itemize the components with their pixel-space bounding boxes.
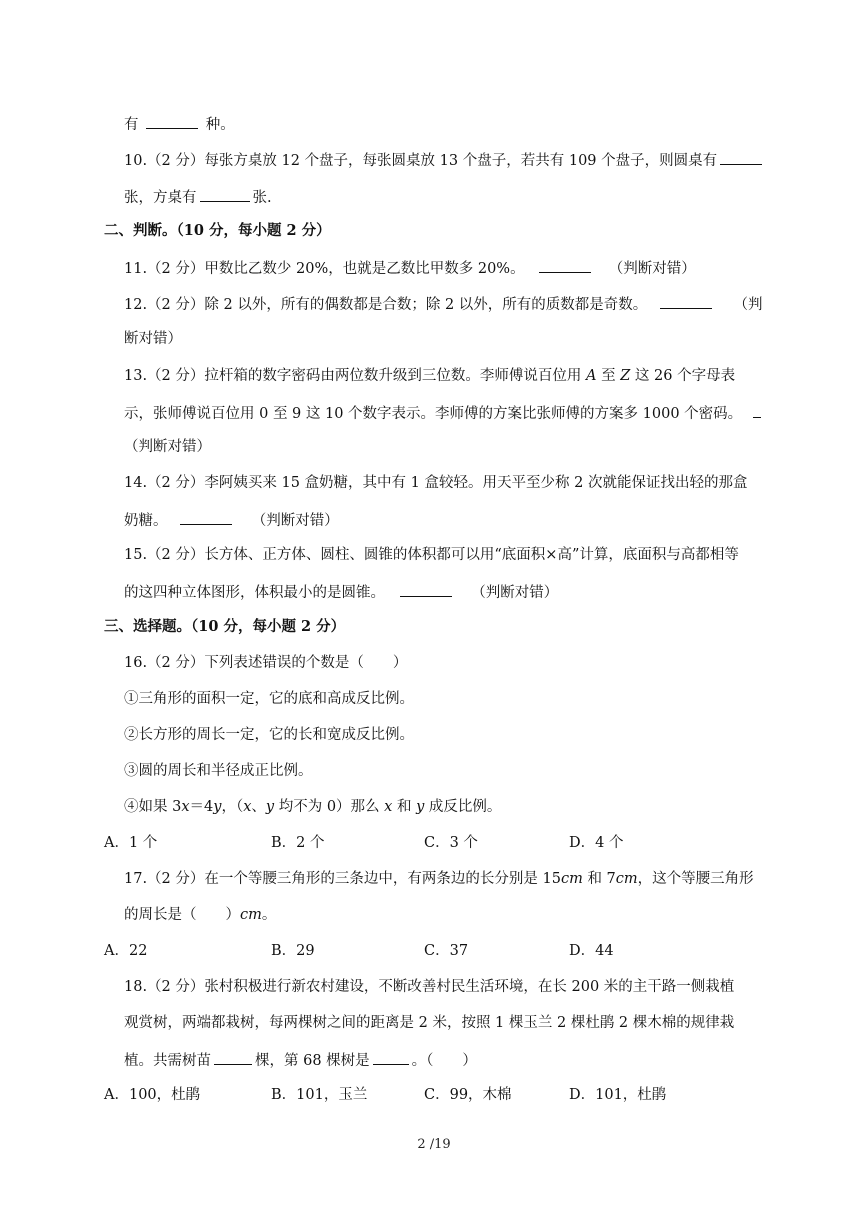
- q14-answer-blank[interactable]: [180, 509, 232, 525]
- q16-option-b[interactable]: B．2 个: [271, 835, 325, 851]
- q11-answer-blank[interactable]: [539, 257, 591, 273]
- page-separator: /: [429, 1137, 435, 1152]
- q10-line2: [124, 186, 272, 208]
- q15-line2-pre: 的这四种立体图形，体积最小的是圆锥。: [124, 585, 385, 601]
- q18-option-a[interactable]: A．100，杜鹃: [104, 1087, 201, 1103]
- q18-option-b[interactable]: B．101，玉兰: [271, 1087, 368, 1103]
- q17-option-d[interactable]: D．44: [569, 943, 614, 959]
- q13-line1: [124, 366, 735, 386]
- q11-text: 11.（2 分）甲数比乙数少 20%，也就是乙数比甲数多 20%。: [124, 261, 525, 277]
- q16-s4-b: ＝4: [189, 799, 214, 815]
- q17-unit-1: cm: [560, 871, 583, 887]
- q17-unit-2: cm: [615, 871, 638, 887]
- q18-text-c: 。（ ）: [411, 1053, 477, 1069]
- q9-answer-blank[interactable]: [146, 113, 198, 129]
- q18-option-c[interactable]: C．99，木棉: [424, 1087, 512, 1103]
- q16-option-a[interactable]: A．1 个: [104, 835, 158, 851]
- section-3-heading: 三、选择题。（10 分，每小题 2 分）: [104, 618, 346, 635]
- q18-line2: 观赏树，两端都栽树，每两棵树之间的距离是 2 米，按照 1 棵玉兰 2 棵杜鹃 2 棵木棉的规律栽: [124, 1015, 735, 1031]
- q12-text: 12.（2 分）除 2 以外，所有的偶数都是合数；除 2 以外，所有的质数都是奇数。: [124, 297, 648, 313]
- q16-stem: 16.（2 分）下列表述错误的个数是（ ）: [124, 655, 408, 671]
- q10-line2-post: 张.: [252, 190, 272, 206]
- q13-line3: （判断对错）: [124, 439, 211, 455]
- q10-square-table-blank[interactable]: [200, 186, 250, 202]
- q17-text-c: ，这个等腰三角形: [637, 871, 754, 887]
- q16-s4-e: 均不为 0）那么: [274, 799, 380, 815]
- q16-s4-a: ④如果 3: [124, 799, 182, 815]
- q16-statement-3: ③圆的周长和半径成正比例。: [124, 763, 313, 779]
- q11-tail: （判断对错）: [608, 261, 696, 277]
- q18-count-blank[interactable]: [214, 1049, 252, 1065]
- q13-text-b: 至: [601, 368, 616, 384]
- q16-option-d[interactable]: D．4 个: [569, 835, 624, 851]
- q10-line2-pre: 张，方桌有: [124, 190, 197, 206]
- q16-option-c[interactable]: C．3 个: [424, 835, 478, 851]
- q17-text-line2: 的周长是（ ）: [124, 907, 240, 923]
- q17-option-b[interactable]: B．29: [271, 943, 315, 959]
- q17-option-a[interactable]: A．22: [104, 943, 148, 959]
- q16-statement-1: ①三角形的面积一定，它的底和高成反比例。: [124, 691, 414, 707]
- q12-answer-blank[interactable]: [660, 293, 712, 309]
- q16-s4-g: 成反比例。: [428, 799, 502, 815]
- q18-option-d[interactable]: D．101，杜鹃: [569, 1087, 667, 1103]
- q16-s4-d: 、: [251, 799, 266, 815]
- q9-tail-post: 种。: [205, 117, 235, 133]
- q15-answer-blank[interactable]: [400, 581, 452, 597]
- q16-s4-y3: y: [416, 799, 425, 815]
- q9-tail-pre: 有: [124, 117, 139, 133]
- q13-answer-blank[interactable]: [753, 402, 761, 418]
- q17-line1: [124, 869, 754, 889]
- q17-unit-3: cm: [240, 907, 262, 923]
- q12-tail: （判: [733, 297, 763, 313]
- current-page: 2: [417, 1137, 426, 1152]
- q18-text-a: 植。共需树苗: [124, 1053, 211, 1069]
- q13-text-c: 这 26 个字母表: [634, 368, 736, 384]
- q13-var-a: A: [586, 368, 597, 384]
- q17-line2: [124, 905, 276, 925]
- page-number: [0, 1137, 868, 1152]
- q18-text-b: 棵，第 68 棵树是: [255, 1053, 370, 1069]
- q17-text-b: 和 7: [587, 871, 616, 887]
- q16-s4-y: y: [213, 799, 222, 815]
- q18-line1: 18.（2 分）张村积极进行新农村建设，不断改善村民生活环境，在长 200 米的主干路一侧栽植: [124, 979, 735, 995]
- q10-round-table-blank[interactable]: [720, 149, 762, 165]
- q12-line1: [124, 293, 763, 315]
- q17-text-end: 。: [261, 907, 277, 923]
- section-2-heading: 二、判断。（10 分，每小题 2 分）: [104, 222, 331, 239]
- q9-tail: [124, 113, 235, 135]
- q10-line1: [124, 149, 765, 171]
- q16-s4-f: 和: [396, 799, 412, 815]
- q17-text-a: 17.（2 分）在一个等腰三角形的三条边中，有两条边的长分别是 15: [124, 871, 561, 887]
- q16-s4-x: x: [181, 799, 190, 815]
- q13-text-a: 13.（2 分）拉杆箱的数字密码由两位数升级到三位数。李师傅说百位用: [124, 368, 582, 384]
- q15-tail: （判断对错）: [471, 585, 559, 601]
- q15-line2: [124, 581, 558, 603]
- q14-tail: （判断对错）: [251, 513, 339, 529]
- q16-s4-x2: x: [243, 799, 252, 815]
- q13-line2: [124, 402, 764, 424]
- q10-text: 10.（2 分）每张方桌放 12 个盘子，每张圆桌放 13 个盘子，若共有 109 个盘子，则圆桌有: [124, 153, 718, 169]
- q16-statement-2: ②长方形的周长一定，它的长和宽成反比例。: [124, 727, 414, 743]
- q13-var-z: Z: [620, 368, 631, 384]
- q11: [124, 257, 696, 279]
- total-pages: 19: [434, 1137, 451, 1152]
- q16-s4-c: ，（: [221, 799, 244, 815]
- q14-line2-pre: 奶糖。: [124, 513, 168, 529]
- q15-line1: 15.（2 分）长方体、正方体、圆柱、圆锥的体积都可以用“底面积×高”计算，底面积与高都相等: [124, 547, 739, 563]
- q16-s4-y2: y: [265, 799, 275, 815]
- q12-line2: 断对错）: [124, 331, 182, 347]
- q13-text-line2: 示，张师傅说百位用 0 至 9 这 10 个数字表示。李师傅的方案比张师傅的方案多 1000 个密码。: [124, 406, 743, 422]
- q17-option-c[interactable]: C．37: [424, 943, 469, 959]
- q18-tree-blank[interactable]: [373, 1049, 409, 1065]
- q16-statement-4: [124, 797, 501, 817]
- q18-line3: [124, 1049, 477, 1071]
- q14-line1: 14.（2 分）李阿姨买来 15 盒奶糖，其中有 1 盒较轻。用天平至少称 2 次就能保证找出轻的那盒: [124, 475, 748, 491]
- q16-s4-x3: x: [384, 799, 393, 815]
- q14-line2: [124, 509, 339, 531]
